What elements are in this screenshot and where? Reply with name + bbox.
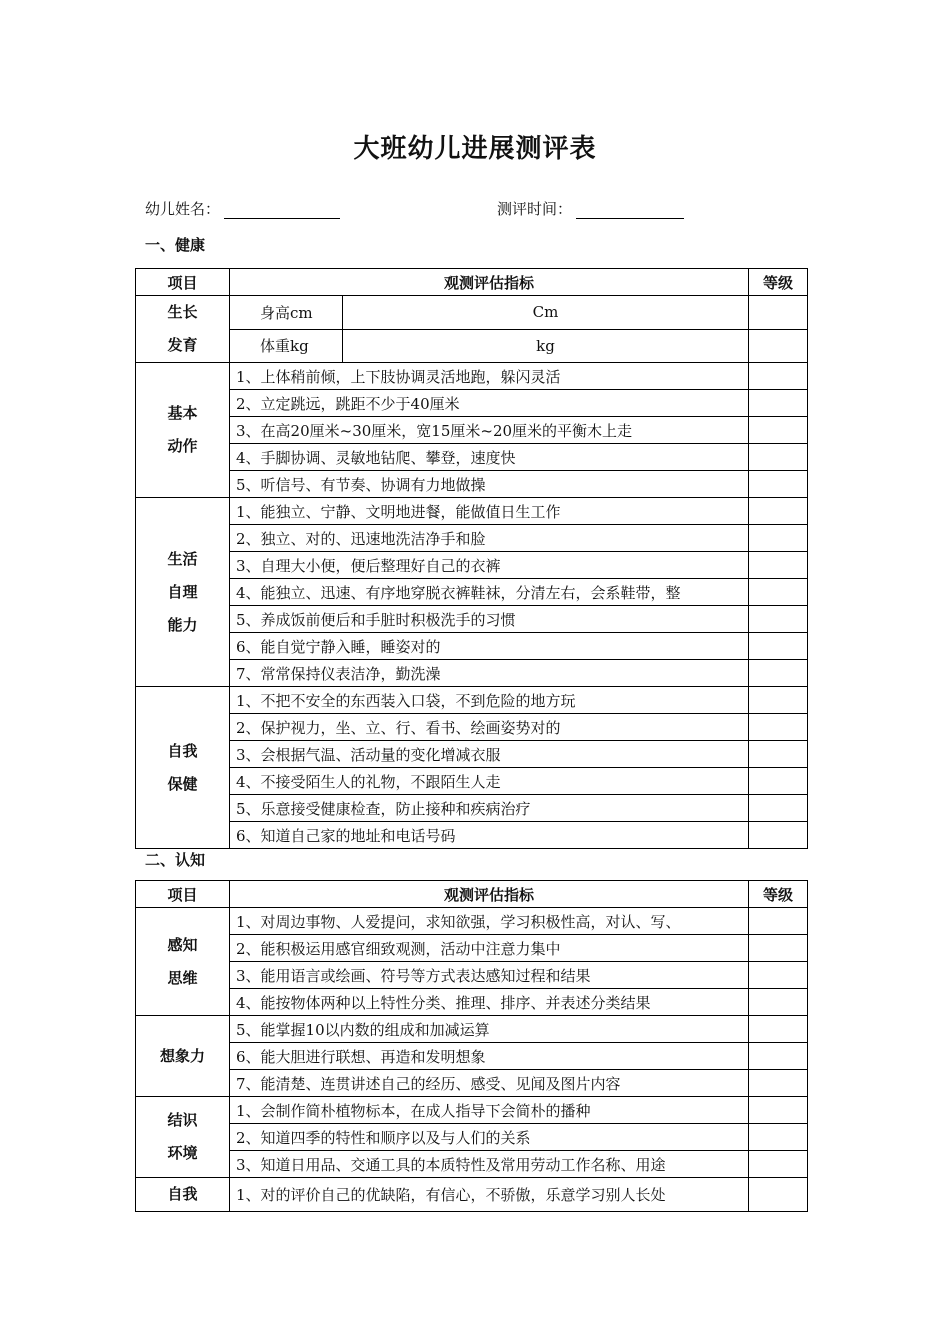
grade-cell[interactable]: [749, 525, 808, 552]
table-row: [136, 525, 808, 552]
category-label-line: 结识: [167, 1111, 198, 1129]
indicator-text: 1、对周边事物、人爱提问，求知欲强，学习积极性高，对认、写、: [230, 908, 749, 935]
table-row: [136, 768, 808, 795]
table-row: [136, 989, 808, 1016]
grade-cell[interactable]: [749, 687, 808, 714]
header-item: 项目: [136, 881, 230, 908]
grade-cell[interactable]: [749, 714, 808, 741]
eval-time-field: [497, 198, 684, 219]
table-row: [136, 444, 808, 471]
table-row: [136, 606, 808, 633]
category-label: [136, 908, 230, 1016]
measure-unit: Cm: [343, 296, 749, 330]
table-row: [136, 962, 808, 989]
category-label-line: 基本: [167, 404, 198, 422]
eval-time-label: 测评时间：: [497, 200, 573, 218]
table-row: [136, 363, 808, 390]
child-name-field: [145, 198, 340, 219]
table-row: [136, 329, 808, 363]
table-row: [136, 1016, 808, 1043]
header-item: 项目: [136, 269, 230, 296]
grade-cell[interactable]: [749, 1097, 808, 1124]
indicator-text: 4、不接受陌生人的礼物，不跟陌生人走: [230, 768, 749, 795]
indicator-text: 2、知道四季的特性和顺序以及与人们的关系: [230, 1124, 749, 1151]
grade-cell[interactable]: [749, 1016, 808, 1043]
table-row: [136, 1070, 808, 1097]
indicator-text: 3、在高20厘米~30厘米，宽15厘米~20厘米的平衡木上走: [230, 417, 749, 444]
measure-unit: kg: [343, 329, 749, 363]
child-name-blank[interactable]: [224, 204, 340, 219]
child-name-label: 幼儿姓名：: [145, 200, 221, 218]
table-header-row: [136, 269, 808, 296]
table-row: [136, 1151, 808, 1178]
indicator-text: 6、能自觉宁静入睡，睡姿对的: [230, 633, 749, 660]
indicator-text: 3、自理大小便，便后整理好自己的衣裤: [230, 552, 749, 579]
grade-cell[interactable]: [749, 989, 808, 1016]
table-row: [136, 660, 808, 687]
table-row: [136, 633, 808, 660]
health-table: [135, 268, 808, 849]
table-header-row: [136, 881, 808, 908]
grade-cell[interactable]: [749, 822, 808, 849]
indicator-text: 5、听信号、有节奏、协调有力地做操: [230, 471, 749, 498]
grade-cell[interactable]: [749, 935, 808, 962]
category-label-line: 自我: [167, 741, 198, 760]
indicator-text: 2、立定跳远，跳距不少于40厘米: [230, 390, 749, 417]
category-label-line: 环境: [167, 1144, 198, 1162]
grade-cell[interactable]: [749, 579, 808, 606]
page-title: 大班幼儿进展测评表: [353, 134, 597, 164]
grade-cell[interactable]: [749, 660, 808, 687]
grade-cell[interactable]: [749, 498, 808, 525]
grade-cell[interactable]: [749, 795, 808, 822]
grade-cell[interactable]: [749, 908, 808, 935]
grade-cell[interactable]: [749, 552, 808, 579]
health-heading: 一、健康: [145, 236, 206, 254]
grade-cell[interactable]: [749, 329, 808, 363]
table-row: [136, 1097, 808, 1124]
category-label-line: 感知: [167, 935, 198, 954]
table-row: [136, 1178, 808, 1212]
indicator-text: 3、会根据气温、活动量的变化增减衣服: [230, 741, 749, 768]
grade-cell[interactable]: [749, 296, 808, 330]
indicator-text: 7、常常保持仪表洁净，勤洗澡: [230, 660, 749, 687]
table-row: [136, 741, 808, 768]
grade-cell[interactable]: [749, 471, 808, 498]
indicator-text: 5、乐意接受健康检查，防止接种和疾病治疗: [230, 795, 749, 822]
table-row: [136, 390, 808, 417]
grade-cell[interactable]: [749, 1178, 808, 1212]
category-label: [136, 363, 230, 498]
grade-cell[interactable]: [749, 741, 808, 768]
table-row: [136, 935, 808, 962]
header-indicator: 观测评估指标: [230, 269, 749, 296]
indicator-text: 2、能积极运用感官细致观测，活动中注意力集中: [230, 935, 749, 962]
indicator-text: 3、知道日用品、交通工具的本质特性及常用劳动工作名称、用途: [230, 1151, 749, 1178]
grade-cell[interactable]: [749, 390, 808, 417]
indicator-text: 1、会制作简朴植物标本，在成人指导下会简朴的播种: [230, 1097, 749, 1124]
category-label: [136, 1178, 230, 1212]
indicator-text: 1、不把不安全的东西装入口袋，不到危险的地方玩: [230, 687, 749, 714]
grade-cell[interactable]: [749, 1070, 808, 1097]
category-label: [136, 296, 230, 363]
table-row: [136, 417, 808, 444]
category-label: [136, 1097, 230, 1178]
grade-cell[interactable]: [749, 1124, 808, 1151]
indicator-text: 6、能大胆进行联想、再造和发明想象: [230, 1043, 749, 1070]
table-row: [136, 296, 808, 330]
indicator-text: 1、能独立、宁静、文明地进餐，能做值日生工作: [230, 498, 749, 525]
grade-cell[interactable]: [749, 962, 808, 989]
indicator-text: 1、上体稍前倾，上下肢协调灵活地跑，躲闪灵活: [230, 363, 749, 390]
cognition-table: [135, 880, 808, 1212]
table-row: [136, 579, 808, 606]
measure-label: 体重kg: [230, 329, 343, 363]
table-row: [136, 498, 808, 525]
category-label-line: 动作: [167, 437, 198, 455]
grade-cell[interactable]: [749, 417, 808, 444]
grade-cell[interactable]: [749, 633, 808, 660]
grade-cell[interactable]: [749, 363, 808, 390]
header-grade: 等级: [749, 269, 808, 296]
cognition-heading: 二、认知: [145, 851, 206, 869]
category-label-line: 发育: [167, 336, 198, 354]
category-label-line: 自我: [167, 1185, 198, 1203]
category-label: [136, 687, 230, 849]
category-label-line: 思维: [167, 968, 198, 987]
table-row: [136, 1124, 808, 1151]
table-row: [136, 795, 808, 822]
table-row: [136, 908, 808, 935]
category-label-line: 想象力: [159, 1046, 205, 1065]
indicator-text: 1、对的评价自己的优缺陷，有信心，不骄傲，乐意学习别人长处: [230, 1178, 749, 1212]
category-label-line: 能力: [167, 615, 198, 634]
indicator-text: 4、能独立、迅速、有序地穿脱衣裤鞋袜，分清左右，会系鞋带，整: [230, 579, 749, 606]
table-row: [136, 471, 808, 498]
indicator-text: 5、能掌握10以内数的组成和加减运算: [230, 1016, 749, 1043]
category-label-line: 保健: [167, 774, 198, 793]
indicator-text: 3、能用语言或绘画、符号等方式表达感知过程和结果: [230, 962, 749, 989]
grade-cell[interactable]: [749, 444, 808, 471]
category-label-line: 生长: [167, 303, 198, 321]
indicator-text: 5、养成饭前便后和手脏时积极洗手的习惯: [230, 606, 749, 633]
grade-cell[interactable]: [749, 768, 808, 795]
table-row: [136, 687, 808, 714]
indicator-text: 4、手脚协调、灵敏地钻爬、攀登，速度快: [230, 444, 749, 471]
table-row: [136, 552, 808, 579]
table-row: [136, 822, 808, 849]
category-label: [136, 1016, 230, 1097]
indicator-text: 7、能清楚、连贯讲述自己的经历、感受、见闻及图片内容: [230, 1070, 749, 1097]
eval-time-blank[interactable]: [576, 204, 684, 219]
indicator-text: 4、能按物体两种以上特性分类、推理、排序、并表述分类结果: [230, 989, 749, 1016]
table-row: [136, 1043, 808, 1070]
header-grade: 等级: [749, 881, 808, 908]
category-label-line: 自理: [167, 582, 198, 601]
grade-cell[interactable]: [749, 1043, 808, 1070]
category-label: [136, 498, 230, 687]
grade-cell[interactable]: [749, 1151, 808, 1178]
measure-label: 身高cm: [230, 296, 343, 330]
category-label-line: 生活: [167, 549, 198, 568]
header-indicator: 观测评估指标: [230, 881, 749, 908]
table-row: [136, 714, 808, 741]
indicator-text: 2、独立、对的、迅速地洗洁净手和脸: [230, 525, 749, 552]
indicator-text: 2、保护视力，坐、立、行、看书、绘画姿势对的: [230, 714, 749, 741]
grade-cell[interactable]: [749, 606, 808, 633]
indicator-text: 6、知道自己家的地址和电话号码: [230, 822, 749, 849]
